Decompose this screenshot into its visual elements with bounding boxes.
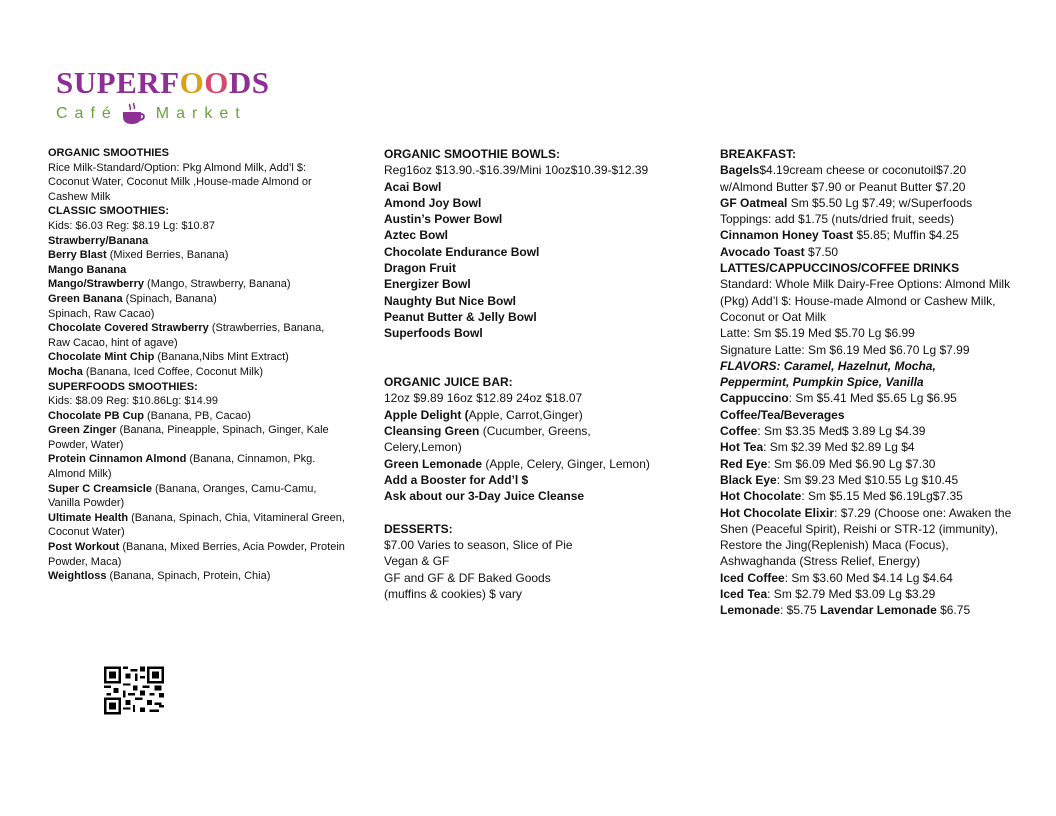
signature-latte-price: Signature Latte: Sm $6.19 Med $6.70 Lg $7.99	[720, 342, 970, 357]
logo-o-gold: O	[179, 65, 205, 100]
qr-code-icon[interactable]	[104, 666, 164, 715]
menu-item: Superfoods Bowl	[384, 326, 483, 341]
menu-item: Peanut Butter & Jelly Bowl	[384, 309, 537, 324]
menu-item: Iced Tea: Sm $2.79 Med $3.09 Lg $3.29	[720, 587, 936, 602]
organic-smoothies-title: ORGANIC SMOOTHIES	[48, 147, 170, 159]
menu-item: Avocado Toast $7.50	[720, 244, 839, 259]
menu-item: Dragon Fruit	[384, 261, 456, 276]
dessert-line: $7.00 Varies to season, Slice of Pie	[384, 538, 573, 553]
menu-item: Protein Cinnamon Almond (Banana, Cinnamon, Pkg. Almond Milk)	[48, 453, 316, 481]
beverages-title: Coffee/Tea/Beverages	[720, 407, 845, 422]
menu-item: Green Banana (Spinach, Banana) Spinach, Raw Cacao)	[48, 292, 217, 320]
juice-bar-prices: 12oz $9.89 16oz $12.89 24oz $18.07	[384, 391, 583, 406]
menu-item: Hot Chocolate: Sm $5.15 Med $6.19Lg$7.35	[720, 489, 963, 504]
menu-item: Austin’s Power Bowl	[384, 212, 503, 227]
menu-item: Bagels$4.19cream cheese or coconutoil$7.20 w/Almond Butter $7.90 or Peanut Butter $7.20	[720, 163, 967, 194]
menu-item: Naughty But Nice Bowl	[384, 293, 517, 308]
menu-item: Aztec Bowl	[384, 228, 449, 243]
dessert-line: GF and GF & DF Baked Goods	[384, 570, 551, 585]
menu-item: Amond Joy Bowl	[384, 195, 482, 210]
latte-price: Latte: Sm $5.19 Med $5.70 Lg $6.99	[720, 326, 915, 341]
booster-note: Add a Booster for Add’l $	[384, 472, 529, 487]
superfoods-smoothies-prices: Kids: $8.09 Reg: $10.86Lg: $14.99	[48, 395, 219, 408]
flavors-list: FLAVORS: Caramel, Hazelnut, Mocha, Peppermint, Pumpkin Spice, Vanilla	[720, 358, 936, 390]
lattes-desc: Standard: Whole Milk Dairy-Free Options: Almond Milk (Pkg) Add’l $: House-made Almond or Cashew Milk, Coconut or Oat Milk	[720, 277, 1011, 324]
menu-item: Cleansing Green (Cucumber, Greens, Celery,Lemon)	[384, 424, 591, 455]
menu-item: Strawberry/Banana	[48, 234, 149, 247]
lattes-title: LATTES/CAPPUCCINOS/COFFEE DRINKS	[720, 261, 960, 276]
logo-cafe: Café	[56, 105, 118, 122]
menu-item: Chocolate PB Cup (Banana, PB, Cacao)	[48, 409, 251, 422]
menu-item: Chocolate Mint Chip (Banana,Nibs Mint Extract)	[48, 351, 289, 364]
menu-item: Chocolate Endurance Bowl	[384, 244, 540, 259]
cleanse-note: Ask about our 3-Day Juice Cleanse	[384, 489, 585, 504]
menu-item: Green Lemonade (Apple, Celery, Ginger, Lemon)	[384, 456, 650, 471]
menu-item: Hot Tea: Sm $2.39 Med $2.89 Lg $4	[720, 440, 915, 455]
logo-text-a: SUPERF	[56, 65, 180, 100]
menu-item: Weightloss (Banana, Spinach, Protein, Chia)	[48, 570, 271, 583]
superfoods-smoothies-title: SUPERFOODS SMOOTHIES:	[48, 380, 198, 393]
menu-item: Iced Coffee: Sm $3.60 Med $4.14 Lg $4.64	[720, 570, 953, 585]
dessert-line: (muffins & cookies) $ vary	[384, 587, 522, 602]
menu-item: Red Eye: Sm $6.09 Med $6.90 Lg $7.30	[720, 456, 936, 471]
desserts-title: DESSERTS:	[384, 521, 453, 536]
logo-market: Market	[155, 105, 247, 122]
menu-item: Lemonade: $5.75 Lavendar Lemonade $6.75	[720, 603, 971, 618]
menu-item: Black Eye: Sm $9.23 Med $10.55 Lg $10.45	[720, 472, 959, 487]
menu-item: Apple Delight (Apple, Carrot,Ginger)	[384, 407, 583, 422]
smoothies-column	[48, 146, 348, 584]
breakfast-title: BREAKFAST:	[720, 147, 797, 161]
menu-item: Energizer Bowl	[384, 277, 471, 292]
menu-item: Chocolate Covered Strawberry (Strawberries, Banana, Raw Cacao, hint of agave)	[48, 322, 325, 349]
logo-text-b: DS	[228, 65, 270, 100]
logo-wordmark	[56, 66, 286, 100]
menu-item: Super C Creamsicle (Banana, Oranges, Camu-Camu, Vanilla Powder)	[48, 482, 317, 510]
smoothie-bowls-prices: Reg16oz $13.90.-$16.39/Mini 10oz$10.39-$12.39	[384, 163, 649, 178]
menu-item: Green Zinger (Banana, Pineapple, Spinach, Ginger, Kale Powder, Water)	[48, 424, 329, 451]
menu-item: Mocha (Banana, Iced Coffee, Coconut Milk)	[48, 365, 264, 378]
classic-smoothies-title: CLASSIC SMOOTHIES:	[48, 205, 170, 218]
menu-item: Berry Blast (Mixed Berries, Banana)	[48, 249, 229, 262]
bowls-juice-column	[384, 146, 684, 602]
menu-item: Cappuccino: Sm $5.41 Med $5.65 Lg $6.95	[720, 391, 957, 406]
menu-item: Post Workout (Banana, Mixed Berries, Acia Powder, Protein Powder, Maca)	[48, 541, 345, 568]
menu-item: Acai Bowl	[384, 179, 442, 194]
logo-o-pink: O	[204, 65, 229, 100]
menu-item: GF Oatmeal Sm $5.50 Lg $7.49; w/Superfoods Toppings: add $1.75 (nuts/dried fruit, seeds)	[720, 195, 973, 227]
menu-item: Hot Chocolate Elixir: $7.29 (Choose one: Awaken the Shen (Peaceful Spirit), Reishi or STR-12 (immunity), Restore the Jing(Replenish) Maca (Focus), Ashwaghanda (Stress Relief, Energy)	[720, 505, 1012, 569]
coffee-cup-icon	[120, 102, 146, 126]
dessert-line: Vegan & GF	[384, 554, 450, 569]
breakfast-drinks-column	[720, 146, 1020, 619]
juice-bar-title: ORGANIC JUICE BAR:	[384, 375, 513, 390]
smoothie-bowls-title: ORGANIC SMOOTHIE BOWLS:	[384, 147, 560, 161]
menu-item: Ultimate Health (Banana, Spinach, Chia, Vitamineral Green, Coconut Water)	[48, 511, 345, 539]
classic-smoothies-prices: Kids: $6.03 Reg: $8.19 Lg: $10.87	[48, 219, 215, 232]
menu-item: Cinnamon Honey Toast $5.85; Muffin $4.25	[720, 228, 959, 243]
menu-item: Mango/Strawberry (Mango, Strawberry, Banana)	[48, 278, 291, 291]
menu-item: Mango Banana	[48, 263, 127, 276]
menu-item: Coffee: Sm $3.35 Med$ 3.89 Lg $4.39	[720, 424, 926, 439]
superfoods-logo	[56, 66, 286, 126]
logo-tagline	[56, 102, 286, 126]
organic-smoothies-desc: Rice Milk-Standard/Option: Pkg Almond Milk, Add’l $: Coconut Water, Coconut Milk ,House-made Almond or Cashew Milk	[48, 161, 312, 203]
